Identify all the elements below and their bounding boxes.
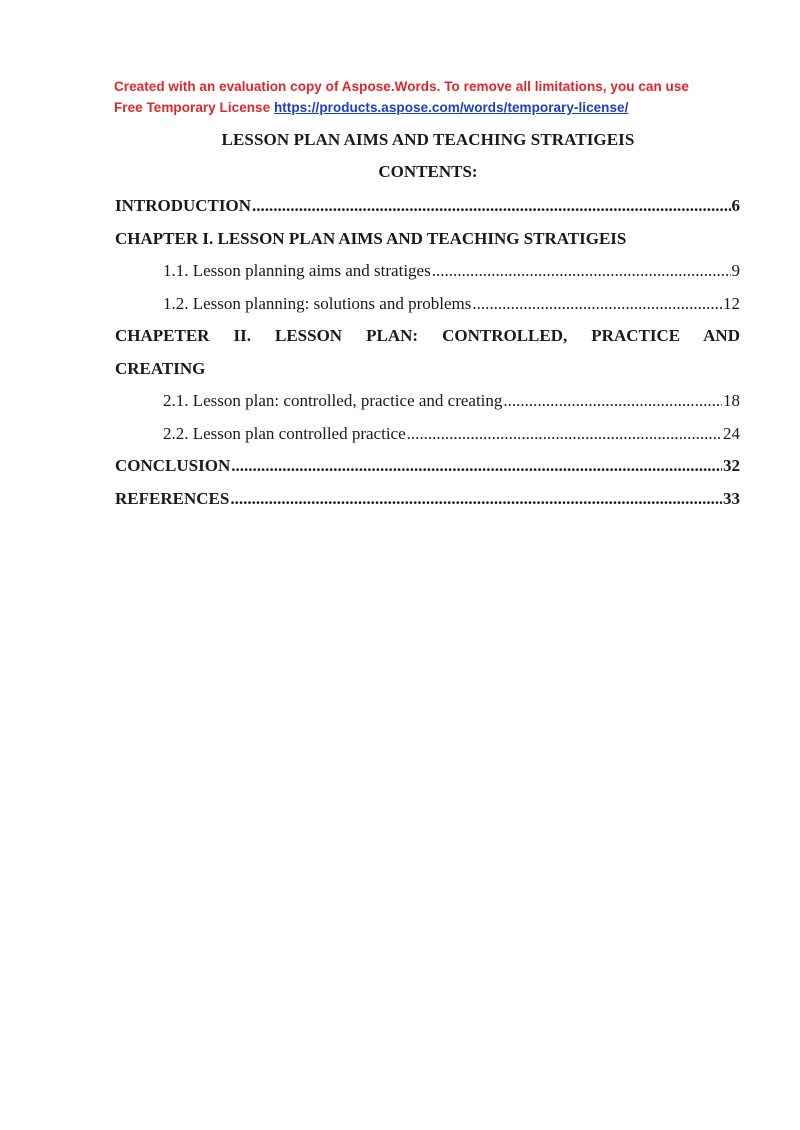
evaluation-notice-line1: Created with an evaluation copy of Aspose.Words. To remove all limitations, you can use: [114, 79, 689, 94]
evaluation-notice-line2: [114, 97, 754, 118]
toc-entry-label: CREATING: [115, 358, 206, 378]
toc-entry-introduction[interactable]: [115, 194, 740, 227]
toc-leader-dots: [230, 487, 722, 511]
toc-page-number: 33: [723, 488, 740, 508]
toc-page-number: 24: [723, 423, 740, 443]
toc-entry-label: 1.2. Lesson planning: solutions and problems: [163, 293, 472, 313]
toc-entry-section-1-2[interactable]: [115, 292, 740, 325]
toc-page-number: 18: [723, 391, 740, 410]
toc-entry-section-2-2[interactable]: [115, 422, 740, 455]
toc-entry-chapter-1[interactable]: [115, 227, 740, 260]
evaluation-notice-prefix: Free Temporary License: [114, 100, 274, 115]
toc-page-number: 12: [723, 293, 740, 313]
contents-heading: CONTENTS:: [378, 162, 478, 181]
toc-entry-label: INTRODUCTION: [115, 196, 252, 215]
toc-entry-chapter-2[interactable]: CHAPETER II. LESSON PLAN: CONTROLLED, PRACTICE AND: [115, 326, 740, 345]
document-title: LESSON PLAN AIMS AND TEACHING STRATIGEIS: [221, 130, 635, 149]
toc-page-number: 32: [723, 456, 740, 475]
toc-entry-label: CONCLUSION: [115, 456, 231, 475]
toc-entry-label: REFERENCES: [115, 488, 230, 508]
toc-entry-conclusion[interactable]: [115, 454, 740, 487]
toc-entry-label: 1.1. Lesson planning aims and stratiges: [163, 261, 431, 280]
toc-page-number: 9: [731, 261, 740, 280]
toc-entry-label: CHAPTER I. LESSON PLAN AIMS AND TEACHING STRATIGEIS: [115, 228, 627, 248]
evaluation-notice: [114, 76, 754, 118]
table-of-contents: [115, 194, 740, 519]
toc-entry-label: 2.1. Lesson plan: controlled, practice and creating: [163, 391, 503, 410]
toc-leader-dots: [231, 454, 722, 478]
toc-page-number: 6: [731, 196, 740, 215]
toc-entry-chapter-2-continued[interactable]: [115, 357, 740, 390]
toc-entry-section-2-1[interactable]: [115, 389, 740, 422]
toc-entry-section-1-1[interactable]: [115, 259, 740, 292]
toc-entry-references[interactable]: [115, 487, 740, 520]
toc-leader-dots: [432, 259, 731, 283]
toc-leader-dots: [503, 389, 722, 413]
temporary-license-link[interactable]: https://products.aspose.com/words/temporary-license/: [273, 100, 629, 115]
toc-entry-label: 2.2. Lesson plan controlled practice: [163, 423, 406, 443]
toc-leader-dots: [472, 292, 722, 316]
toc-leader-dots: [407, 422, 722, 446]
toc-leader-dots: [252, 194, 730, 218]
